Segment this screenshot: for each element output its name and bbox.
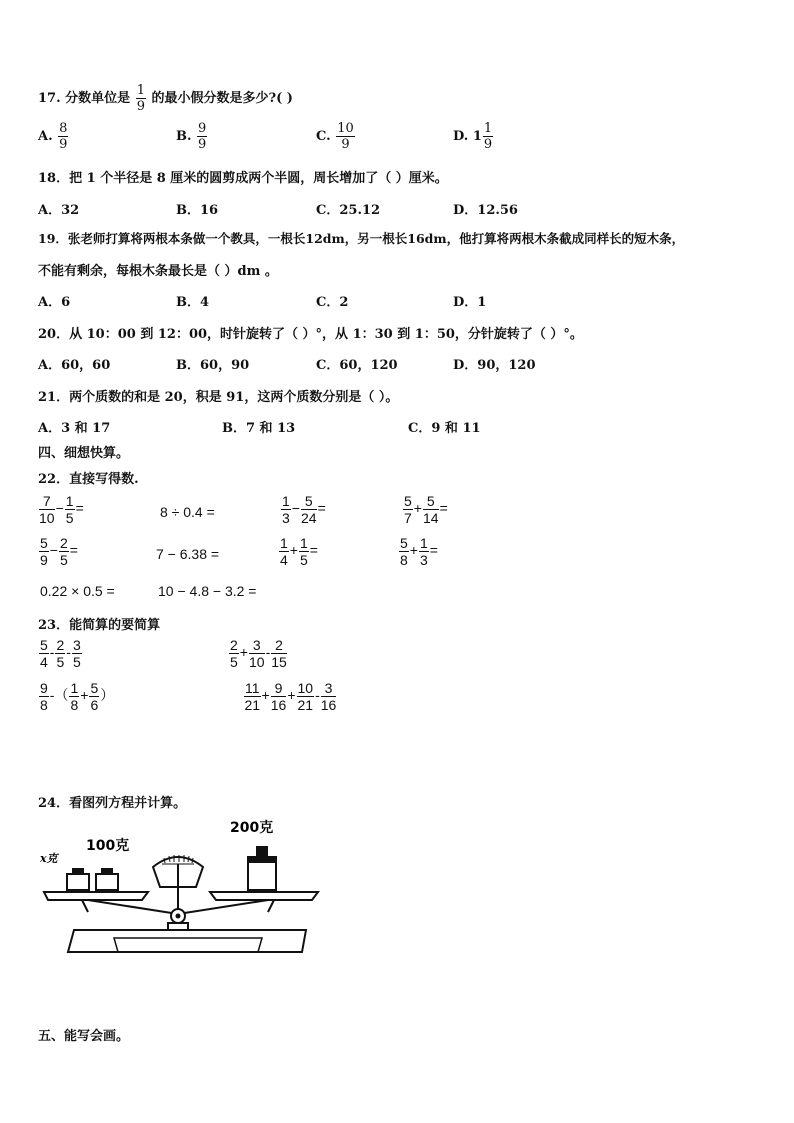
q23-expr-1: $\frac{5}{4}$ - $\frac{2}{5}$ - $\frac{3}{5}$ bbox=[40, 637, 81, 670]
q23-expr-3: $\frac{9}{8}$ -（ $\frac{1}{8}$ + $\frac{5}{6}$ ） bbox=[40, 680, 115, 713]
q18-option-b[interactable]: B．16 bbox=[176, 203, 219, 218]
left-pan bbox=[44, 892, 148, 900]
q22-expr-10: 10 − 4.8 − 3.2 = bbox=[158, 583, 257, 599]
q17-prefix: 分数单位是 bbox=[65, 91, 131, 106]
section-4-heading: 四、细想快算。 bbox=[38, 446, 130, 461]
weight-100g-icon bbox=[96, 868, 118, 890]
q20-stem: 20．从 10：00 到 12：00，时针旋转了（ ）°，从 1：30 到 1：50，分针旋转了（ ）°。 bbox=[38, 327, 583, 342]
q18-option-a[interactable]: A．32 bbox=[38, 203, 80, 218]
right-pan bbox=[210, 892, 318, 900]
q17-option-c[interactable]: C. $\frac{10}{9}$ bbox=[316, 121, 354, 152]
q17-stem bbox=[38, 84, 293, 113]
section-5-heading: 五、能写会画。 bbox=[38, 1029, 130, 1044]
q22-expr-3: $\frac{1}{3}$ − $\frac{5}{24}$ = bbox=[282, 493, 326, 526]
q19-stem-line1: 19．张老师打算将两根本条做一个教具，一根长12dm，另一根长16dm，他打算将两根木条截成同样长的短木条， bbox=[38, 231, 685, 246]
q22-expr-9: 0.22 × 0.5 = bbox=[40, 583, 115, 599]
q22-expr-5: $\frac{5}{9}$ − $\frac{2}{5}$ = bbox=[40, 535, 78, 568]
weight-200g-icon bbox=[248, 846, 276, 890]
q20-option-b[interactable]: B．60，90 bbox=[176, 358, 250, 373]
q18-option-d[interactable]: D．12.56 bbox=[453, 203, 518, 218]
q22-expr-2: 8 ÷ 0.4 = bbox=[160, 504, 215, 520]
q17-suffix: 的最小假分数是多少?( ) bbox=[151, 91, 293, 106]
q22-expr-7: $\frac{1}{4}$ + $\frac{1}{5}$ = bbox=[280, 535, 318, 568]
q19-option-a[interactable]: A．6 bbox=[38, 295, 71, 310]
q21-option-b[interactable]: B．7 和 13 bbox=[222, 421, 296, 436]
q18-stem: 18．把 1 个半径是 8 厘米的圆剪成两个半圆，周长增加了（ ）厘米。 bbox=[38, 171, 448, 186]
q22-expr-4: $\frac{5}{7}$ + $\frac{5}{14}$ = bbox=[404, 493, 448, 526]
q20-option-c[interactable]: C．60，120 bbox=[316, 358, 398, 373]
q19-option-d[interactable]: D．1 bbox=[453, 295, 487, 310]
weight-x-icon bbox=[67, 868, 89, 890]
q20-option-d[interactable]: D．90，120 bbox=[453, 358, 536, 373]
q19-option-c[interactable]: C．2 bbox=[316, 295, 349, 310]
q21-option-c[interactable]: C．9 和 11 bbox=[408, 421, 481, 436]
q23-expr-4: $\frac{11}{21}$ + $\frac{9}{16}$ + $\frac{10}{21}$ - $\frac{3}{16}$ bbox=[244, 680, 337, 713]
label-100-grams: 100克 bbox=[86, 838, 130, 854]
q24-title: 24．看图列方程并计算。 bbox=[38, 796, 187, 811]
q21-option-a[interactable]: A．3 和 17 bbox=[38, 421, 111, 436]
scale-dial-icon bbox=[153, 855, 203, 910]
q22-expr-6: 7 − 6.38 = bbox=[156, 546, 220, 562]
q21-stem: 21．两个质数的和是 20，积是 91，这两个质数分别是（ ）。 bbox=[38, 390, 399, 405]
scale-base bbox=[68, 930, 306, 952]
q17-unit-fraction: $\frac{1}{9}$ bbox=[136, 83, 145, 114]
q19-option-b[interactable]: B．4 bbox=[176, 295, 210, 310]
q23-expr-2: $\frac{2}{5}$ + $\frac{3}{10}$ - $\frac{2}{15}$ bbox=[230, 637, 287, 670]
balance-scale-figure bbox=[38, 812, 328, 962]
q20-option-a[interactable]: A．60，60 bbox=[38, 358, 111, 373]
q22-expr-1: $\frac{7}{10}$ − $\frac{1}{5}$ = bbox=[39, 493, 84, 526]
label-x-grams: x克 bbox=[40, 852, 58, 865]
q17-option-a[interactable]: A. $\frac{8}{9}$ bbox=[38, 121, 68, 152]
q17-option-d[interactable]: D. 1 $\frac{1}{9}$ bbox=[453, 121, 493, 152]
q22-expr-8: $\frac{5}{8}$ + $\frac{1}{3}$ = bbox=[400, 535, 438, 568]
q17-number: 17. bbox=[38, 91, 61, 106]
q23-title: 23．能简算的要简算 bbox=[38, 618, 161, 633]
q17-option-b[interactable]: B. $\frac{9}{9}$ bbox=[176, 121, 207, 152]
q19-stem-line2: 不能有剩余，每根木条最长是（ ）dm 。 bbox=[38, 264, 278, 279]
q18-option-c[interactable]: C．25.12 bbox=[316, 203, 381, 218]
label-200-grams: 200克 bbox=[230, 820, 274, 836]
q22-title: 22．直接写得数. bbox=[38, 472, 139, 487]
